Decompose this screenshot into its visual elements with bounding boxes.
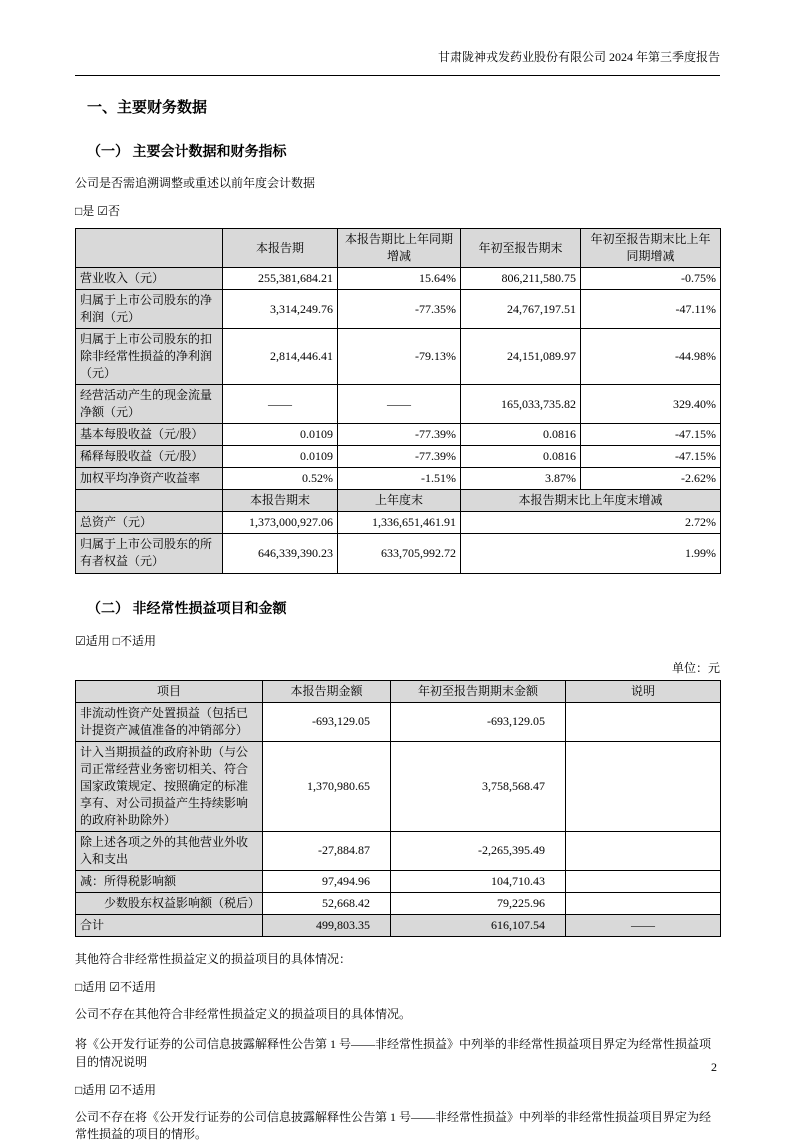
- value-cell: -693,129.05: [391, 702, 566, 741]
- value-cell: -47.15%: [581, 446, 721, 468]
- column-header: 年初至报告期期末金额: [391, 680, 566, 702]
- note-cell: [566, 831, 721, 870]
- value-cell: -47.11%: [581, 290, 721, 329]
- table-row: [76, 446, 721, 468]
- page-number: 2: [711, 1060, 717, 1074]
- value-cell: 15.64%: [338, 268, 461, 290]
- value-cell: 1.99%: [461, 534, 721, 573]
- row-label: 稀释每股收益（元/股）: [76, 446, 223, 468]
- value-cell: 52,668.42: [263, 892, 391, 914]
- value-cell: 165,033,735.82: [461, 385, 581, 424]
- value-cell: -0.75%: [581, 268, 721, 290]
- value-cell: 104,710.43: [391, 870, 566, 892]
- define-items-text: 公司不存在将《公开发行证券的公司信息披露解释性公告第 1 号——非经常性损益》中列举的非经常性损益项目界定为经常性损益的项目的情形。: [75, 1110, 712, 1142]
- value-cell: -77.35%: [338, 290, 461, 329]
- section-title-main: 一、主要财务数据: [87, 99, 208, 116]
- define-items-checkboxes: □适用 ☑不适用: [75, 1083, 157, 1098]
- table-subheader-row: [76, 490, 721, 512]
- define-items-title: 将《公开发行证券的公司信息披露解释性公告第 1 号——非经常性损益》中列举的非经常性损益项目界定为经常性损益项目的情况说明: [75, 1037, 712, 1069]
- column-header: 年初至报告期末: [461, 228, 581, 267]
- value-cell: 633,705,992.72: [338, 534, 461, 573]
- other-items-checkboxes: □适用 ☑不适用: [75, 980, 157, 995]
- value-cell: -44.98%: [581, 329, 721, 385]
- row-label: 归属于上市公司股东的净利润（元）: [76, 290, 223, 329]
- table-row: [76, 741, 721, 831]
- other-items-text: 公司不存在其他符合非经常性损益定义的损益项目的具体情况。: [75, 1007, 412, 1022]
- value-cell: 1,373,000,927.06: [223, 512, 338, 534]
- row-label: 经营活动产生的现金流量净额（元）: [76, 385, 223, 424]
- column-header: 本报告期金额: [263, 680, 391, 702]
- value-cell: 255,381,684.21: [223, 268, 338, 290]
- column-header: 本报告期末: [223, 490, 338, 512]
- value-cell: -2.62%: [581, 468, 721, 490]
- value-cell: -1.51%: [338, 468, 461, 490]
- row-label: 归属于上市公司股东的所有者权益（元）: [76, 534, 223, 573]
- value-cell: 0.0816: [461, 446, 581, 468]
- section-title-one: （一） 主要会计数据和财务指标: [87, 144, 287, 160]
- row-label: 非流动性资产处置损益（包括已计提资产减值准备的冲销部分）: [76, 702, 263, 741]
- value-cell: 79,225.96: [391, 892, 566, 914]
- note-cell: ——: [566, 914, 721, 936]
- column-header: 年初至报告期末比上年同期增减: [581, 228, 721, 267]
- value-cell: 3,758,568.47: [391, 741, 566, 831]
- note-cell: [566, 702, 721, 741]
- note-cell: [566, 892, 721, 914]
- row-label: 归属于上市公司股东的扣除非经常性损益的净利润（元）: [76, 329, 223, 385]
- table-row: [76, 534, 721, 573]
- row-label: 营业收入（元）: [76, 268, 223, 290]
- value-cell: 24,151,089.97: [461, 329, 581, 385]
- value-cell: 616,107.54: [391, 914, 566, 936]
- table-row: [76, 468, 721, 490]
- row-label: 合计: [76, 914, 263, 936]
- table-header-row: [76, 228, 721, 267]
- table-row: [76, 268, 721, 290]
- value-cell: ——: [223, 385, 338, 424]
- corner-cell: [76, 228, 223, 267]
- non-recurring-items-table: [75, 680, 721, 937]
- value-cell: 3.87%: [461, 468, 581, 490]
- table-row: [76, 424, 721, 446]
- table-row: [76, 892, 721, 914]
- key-financials-table: [75, 228, 721, 574]
- row-label: 少数股东权益影响额（税后）: [76, 892, 263, 914]
- value-cell: -2,265,395.49: [391, 831, 566, 870]
- value-cell: 0.0816: [461, 424, 581, 446]
- table-row: [76, 329, 721, 385]
- table-row: [76, 512, 721, 534]
- column-header: 上年度末: [338, 490, 461, 512]
- column-header: 项目: [76, 680, 263, 702]
- value-cell: 0.0109: [223, 424, 338, 446]
- value-cell: -77.39%: [338, 424, 461, 446]
- other-items-title: 其他符合非经常性损益定义的损益项目的具体情况：: [75, 951, 352, 966]
- value-cell: 646,339,390.23: [223, 534, 338, 573]
- corner-cell: [76, 490, 223, 512]
- row-label: 基本每股收益（元/股）: [76, 424, 223, 446]
- value-cell: -47.15%: [581, 424, 721, 446]
- value-cell: 1,370,980.65: [263, 741, 391, 831]
- value-cell: ——: [338, 385, 461, 424]
- note-cell: [566, 741, 721, 831]
- document-header: [75, 50, 720, 76]
- value-cell: 499,803.35: [263, 914, 391, 936]
- table-header-row: [76, 680, 721, 702]
- value-cell: 2,814,446.41: [223, 329, 338, 385]
- table-row: [76, 385, 721, 424]
- table-row: [76, 702, 721, 741]
- table-total-row: [76, 914, 721, 936]
- restate-question: 公司是否需追溯调整或重述以前年度会计数据: [75, 175, 316, 190]
- column-header: 本报告期末比上年度末增减: [461, 490, 721, 512]
- value-cell: -27,884.87: [263, 831, 391, 870]
- row-label: 减：所得税影响额: [76, 870, 263, 892]
- applicable-checkboxes: ☑适用 □不适用: [75, 633, 157, 648]
- value-cell: -79.13%: [338, 329, 461, 385]
- value-cell: 329.40%: [581, 385, 721, 424]
- value-cell: 97,494.96: [263, 870, 391, 892]
- value-cell: 806,211,580.75: [461, 268, 581, 290]
- table-row: [76, 870, 721, 892]
- value-cell: 2.72%: [461, 512, 721, 534]
- table-row: [76, 290, 721, 329]
- restate-checkboxes: □是 ☑否: [75, 203, 121, 218]
- value-cell: 0.52%: [223, 468, 338, 490]
- row-label: 总资产（元）: [76, 512, 223, 534]
- unit-label: 单位：元: [671, 660, 720, 675]
- section-title-two: （二） 非经常性损益项目和金额: [87, 601, 287, 617]
- row-label: 加权平均净资产收益率: [76, 468, 223, 490]
- value-cell: -77.39%: [338, 446, 461, 468]
- value-cell: 1,336,651,461.91: [338, 512, 461, 534]
- table-row: [76, 831, 721, 870]
- value-cell: 24,767,197.51: [461, 290, 581, 329]
- column-header: 说明: [566, 680, 721, 702]
- value-cell: 0.0109: [223, 446, 338, 468]
- row-label: 计入当期损益的政府补助（与公司正常经营业务密切相关、符合国家政策规定、按照确定的标准享有、对公司损益产生持续影响的政府补助除外）: [76, 741, 263, 831]
- document-title: 甘肃陇神戎发药业股份有限公司 2024 年第三季度报告: [437, 50, 720, 64]
- note-cell: [566, 870, 721, 892]
- row-label: 除上述各项之外的其他营业外收入和支出: [76, 831, 263, 870]
- column-header: 本报告期比上年同期增减: [338, 228, 461, 267]
- column-header: 本报告期: [223, 228, 338, 267]
- value-cell: -693,129.05: [263, 702, 391, 741]
- value-cell: 3,314,249.76: [223, 290, 338, 329]
